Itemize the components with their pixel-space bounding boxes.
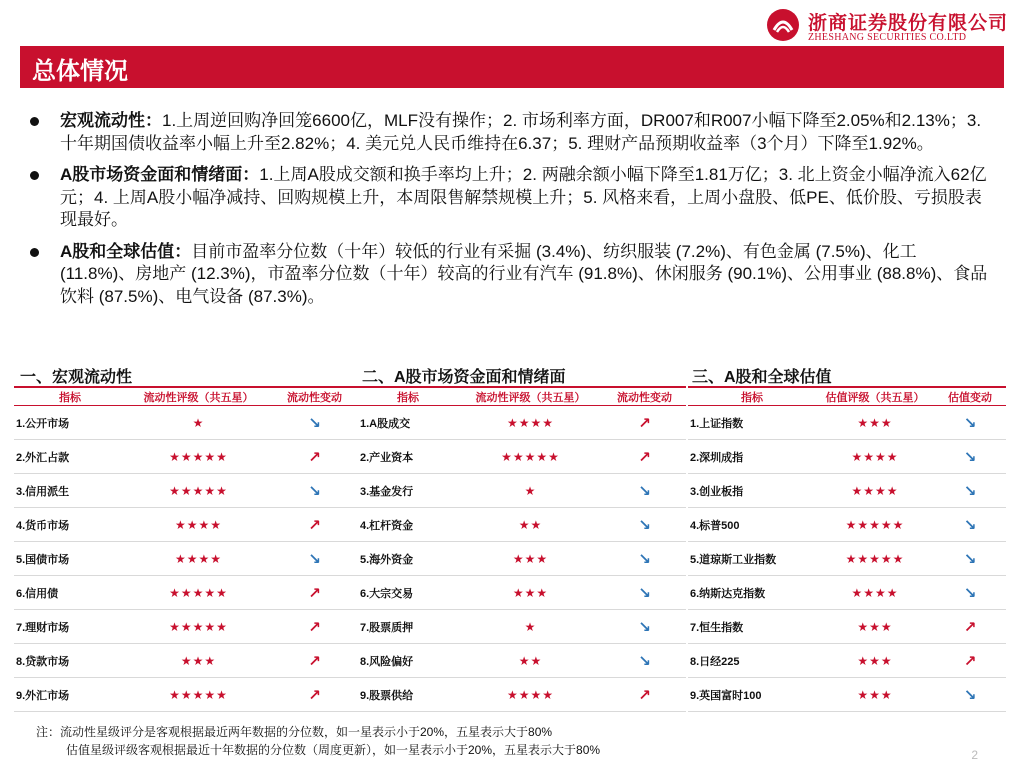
arrow-up-right-icon: ↗	[638, 448, 651, 466]
change-cell	[603, 576, 686, 610]
indicator-name: 4.杠杆资金	[358, 508, 458, 542]
arrow-down-right-icon: ↘	[638, 652, 651, 670]
summary-item-macro	[30, 110, 995, 155]
change-cell	[271, 678, 358, 712]
star-rating: ★★★★★	[126, 610, 271, 644]
star-rating: ★★★	[816, 610, 934, 644]
indicator-name: 1.公开市场	[14, 406, 126, 440]
arrow-down-right-icon: ↘	[963, 482, 977, 500]
arrow-up-right-icon: ↗	[963, 618, 977, 636]
table-row	[358, 610, 686, 644]
column-header: 流动性变动	[271, 388, 358, 406]
column-header: 流动性评级（共五星）	[458, 388, 603, 406]
table-row	[688, 644, 1006, 678]
arrow-up-right-icon: ↗	[308, 516, 321, 534]
summary-heading: 宏观流动性：	[60, 111, 162, 130]
change-cell	[934, 576, 1006, 610]
star-rating: ★★★	[458, 542, 603, 576]
table-row	[14, 474, 358, 508]
section-title-valuation: 三、A股和全球估值	[692, 369, 832, 386]
change-cell	[603, 474, 686, 508]
summary-item-ashare-funds	[30, 164, 995, 232]
table-row	[688, 440, 1006, 474]
table-row	[688, 542, 1006, 576]
section-title-macro: 一、宏观流动性	[20, 369, 133, 386]
indicator-name: 7.理财市场	[14, 610, 126, 644]
indicator-name: 9.外汇市场	[14, 678, 126, 712]
star-rating: ★★★★★	[816, 542, 934, 576]
arrow-down-right-icon: ↘	[638, 482, 651, 500]
arrow-down-right-icon: ↘	[963, 448, 977, 466]
column-header: 流动性变动	[603, 388, 686, 406]
table-row	[14, 440, 358, 474]
star-rating: ★★★★	[816, 474, 934, 508]
change-cell	[934, 644, 1006, 678]
indicator-name: 3.信用派生	[14, 474, 126, 508]
table-row	[14, 508, 358, 542]
page-title: 总体情况	[32, 58, 128, 85]
star-rating: ★★	[458, 644, 603, 678]
arrow-down-right-icon: ↘	[308, 482, 321, 500]
valuation-table	[688, 388, 1006, 712]
arrow-down-right-icon: ↘	[963, 686, 977, 704]
change-cell	[271, 610, 358, 644]
arrow-down-right-icon: ↘	[638, 516, 651, 534]
change-cell	[934, 406, 1006, 440]
logo-mark-icon	[766, 8, 800, 42]
table-row	[14, 678, 358, 712]
star-rating: ★	[458, 474, 603, 508]
star-rating: ★★★★★	[126, 678, 271, 712]
arrow-up-right-icon: ↗	[308, 618, 321, 636]
star-rating: ★★★	[816, 644, 934, 678]
table-row	[358, 474, 686, 508]
indicator-name: 5.海外资金	[358, 542, 458, 576]
arrow-down-right-icon: ↘	[638, 550, 651, 568]
star-rating: ★★★★	[126, 508, 271, 542]
arrow-up-right-icon: ↗	[308, 652, 321, 670]
table-header-row	[14, 388, 358, 406]
table-row	[688, 406, 1006, 440]
table-row	[688, 610, 1006, 644]
change-cell	[271, 440, 358, 474]
summary-text: 目前市盈率分位数（十年）较低的行业有采掘 (3.4%)、纺织服装 (7.2%)、有色金属 (7.5%)、化工 (11.8%)、房地产 (12.3%)，市盈率分位数（十年）较高的行业有汽车 (91.8%)、休闲服务 (90.1%)、公用事业 (88.8%)、食品饮料 (87.5%)、电气设备 (87.3%)。	[60, 241, 988, 306]
star-rating: ★★★	[126, 644, 271, 678]
ashare-funds-table	[358, 388, 686, 712]
star-rating: ★★★★	[816, 576, 934, 610]
table-row	[688, 508, 1006, 542]
arrow-down-right-icon: ↘	[963, 550, 977, 568]
indicator-name: 6.纳斯达克指数	[688, 576, 816, 610]
star-rating: ★	[458, 610, 603, 644]
star-rating: ★★★★★	[126, 576, 271, 610]
change-cell	[271, 406, 358, 440]
footnote-line: 估值星级评级客观根据最近十年数据的分位数（周度更新），如一星表示小于20%，五星表示大于80%	[66, 743, 601, 757]
summary-text: 1.上周逆回购净回笼6600亿，MLF没有操作；2. 市场利率方面，DR007和R007小幅下降至2.05%和2.13%；3. 十年期国债收益率小幅上升至2.82%；4. 美元兑人民币维持在6.37；5. 理财产品预期收益率（3个月）下降至1.92%。	[60, 111, 982, 153]
table-row	[688, 678, 1006, 712]
title-bar	[20, 46, 1004, 88]
logo-chinese-name: 浙商证券股份有限公司	[808, 13, 1009, 34]
indicator-name: 6.信用债	[14, 576, 126, 610]
indicator-name: 5.国债市场	[14, 542, 126, 576]
bullet-icon	[30, 248, 39, 257]
change-cell	[934, 474, 1006, 508]
change-cell	[603, 406, 686, 440]
star-rating: ★★★★★	[126, 474, 271, 508]
star-rating: ★★★★★	[816, 508, 934, 542]
summary-text: 1.上周A股成交额和换手率均上升；2. 两融余额小幅下降至1.81万亿；3. 北上资金小幅净流入62亿元；4. 上周A股小幅净减持、回购规模上升，本周限售解禁规模上升；5. 风格来看，上周小盘股、低PE、低价股、亏损股表现最好。	[60, 165, 987, 229]
arrow-down-right-icon: ↘	[963, 516, 977, 534]
star-rating: ★★★★	[458, 678, 603, 712]
table-header-row	[688, 388, 1006, 406]
indicator-name: 4.货币市场	[14, 508, 126, 542]
arrow-up-right-icon: ↗	[308, 686, 321, 704]
table-row	[688, 474, 1006, 508]
table-row	[358, 576, 686, 610]
change-cell	[934, 678, 1006, 712]
summary-list	[30, 110, 995, 317]
summary-heading: A股和全球估值：	[60, 241, 192, 261]
change-cell	[934, 610, 1006, 644]
table-row	[358, 406, 686, 440]
summary-item-valuation	[30, 241, 995, 309]
change-cell	[271, 644, 358, 678]
star-rating: ★	[126, 406, 271, 440]
change-cell	[271, 474, 358, 508]
page-number: 2	[971, 748, 978, 762]
indicator-name: 9.英国富时100	[688, 678, 816, 712]
footnote-line: 注：流动性星级评分是客观根据最近两年数据的分位数，如一星表示小于20%，五星表示大于80%	[36, 725, 553, 739]
section-title-ashare-funds: 二、A股市场资金面和情绪面	[362, 369, 566, 386]
indicator-name: 2.深圳成指	[688, 440, 816, 474]
bullet-icon	[30, 117, 39, 126]
table-header-row	[358, 388, 686, 406]
footnote	[36, 723, 600, 759]
star-rating: ★★★	[816, 406, 934, 440]
table-row	[14, 542, 358, 576]
column-header: 指标	[14, 388, 126, 406]
change-cell	[603, 508, 686, 542]
table-row	[688, 576, 1006, 610]
table-row	[358, 508, 686, 542]
indicator-name: 1.上证指数	[688, 406, 816, 440]
change-cell	[603, 644, 686, 678]
arrow-down-right-icon: ↘	[963, 414, 977, 432]
table-row	[14, 644, 358, 678]
change-cell	[603, 440, 686, 474]
bullet-icon	[30, 171, 39, 180]
change-cell	[271, 508, 358, 542]
summary-heading: A股市场资金面和情绪面：	[60, 165, 260, 184]
company-logo	[766, 6, 1011, 46]
star-rating: ★★★★	[126, 542, 271, 576]
indicator-name: 5.道琼斯工业指数	[688, 542, 816, 576]
star-rating: ★★★	[816, 678, 934, 712]
star-rating: ★★★	[458, 576, 603, 610]
star-rating: ★★★★	[458, 406, 603, 440]
table-row	[14, 576, 358, 610]
column-header: 指标	[688, 388, 816, 406]
indicator-name: 7.恒生指数	[688, 610, 816, 644]
indicator-name: 8.风险偏好	[358, 644, 458, 678]
indicator-name: 3.创业板指	[688, 474, 816, 508]
column-header: 流动性评级（共五星）	[126, 388, 271, 406]
indicator-name: 1.A股成交	[358, 406, 458, 440]
arrow-up-right-icon: ↗	[638, 686, 651, 704]
arrow-down-right-icon: ↘	[308, 550, 321, 568]
change-cell	[603, 678, 686, 712]
indicator-name: 6.大宗交易	[358, 576, 458, 610]
arrow-down-right-icon: ↘	[963, 584, 977, 602]
star-rating: ★★★★	[816, 440, 934, 474]
logo-english-name: ZHESHANG SECURITIES CO.LTD	[808, 32, 967, 43]
arrow-up-right-icon: ↗	[963, 652, 977, 670]
indicator-name: 3.基金发行	[358, 474, 458, 508]
indicator-name: 8.贷款市场	[14, 644, 126, 678]
indicator-name: 9.股票供给	[358, 678, 458, 712]
change-cell	[934, 440, 1006, 474]
table-row	[14, 610, 358, 644]
macro-liquidity-table	[14, 388, 358, 712]
indicator-name: 2.外汇占款	[14, 440, 126, 474]
table-row	[358, 678, 686, 712]
star-rating: ★★	[458, 508, 603, 542]
arrow-down-right-icon: ↘	[638, 618, 651, 636]
change-cell	[603, 542, 686, 576]
table-row	[358, 542, 686, 576]
column-header: 指标	[358, 388, 458, 406]
indicator-name: 7.股票质押	[358, 610, 458, 644]
change-cell	[271, 576, 358, 610]
indicator-name: 8.日经225	[688, 644, 816, 678]
change-cell	[271, 542, 358, 576]
arrow-down-right-icon: ↘	[638, 584, 651, 602]
change-cell	[603, 610, 686, 644]
star-rating: ★★★★★	[458, 440, 603, 474]
indicator-name: 4.标普500	[688, 508, 816, 542]
table-row	[358, 644, 686, 678]
indicator-name: 2.产业资本	[358, 440, 458, 474]
arrow-up-right-icon: ↗	[308, 448, 321, 466]
column-header: 估值评级（共五星）	[816, 388, 934, 406]
table-row	[358, 440, 686, 474]
change-cell	[934, 542, 1006, 576]
arrow-up-right-icon: ↗	[308, 584, 321, 602]
column-header: 估值变动	[934, 388, 1006, 406]
arrow-down-right-icon: ↘	[308, 414, 321, 432]
arrow-up-right-icon: ↗	[638, 414, 651, 432]
change-cell	[934, 508, 1006, 542]
star-rating: ★★★★★	[126, 440, 271, 474]
table-row	[14, 406, 358, 440]
